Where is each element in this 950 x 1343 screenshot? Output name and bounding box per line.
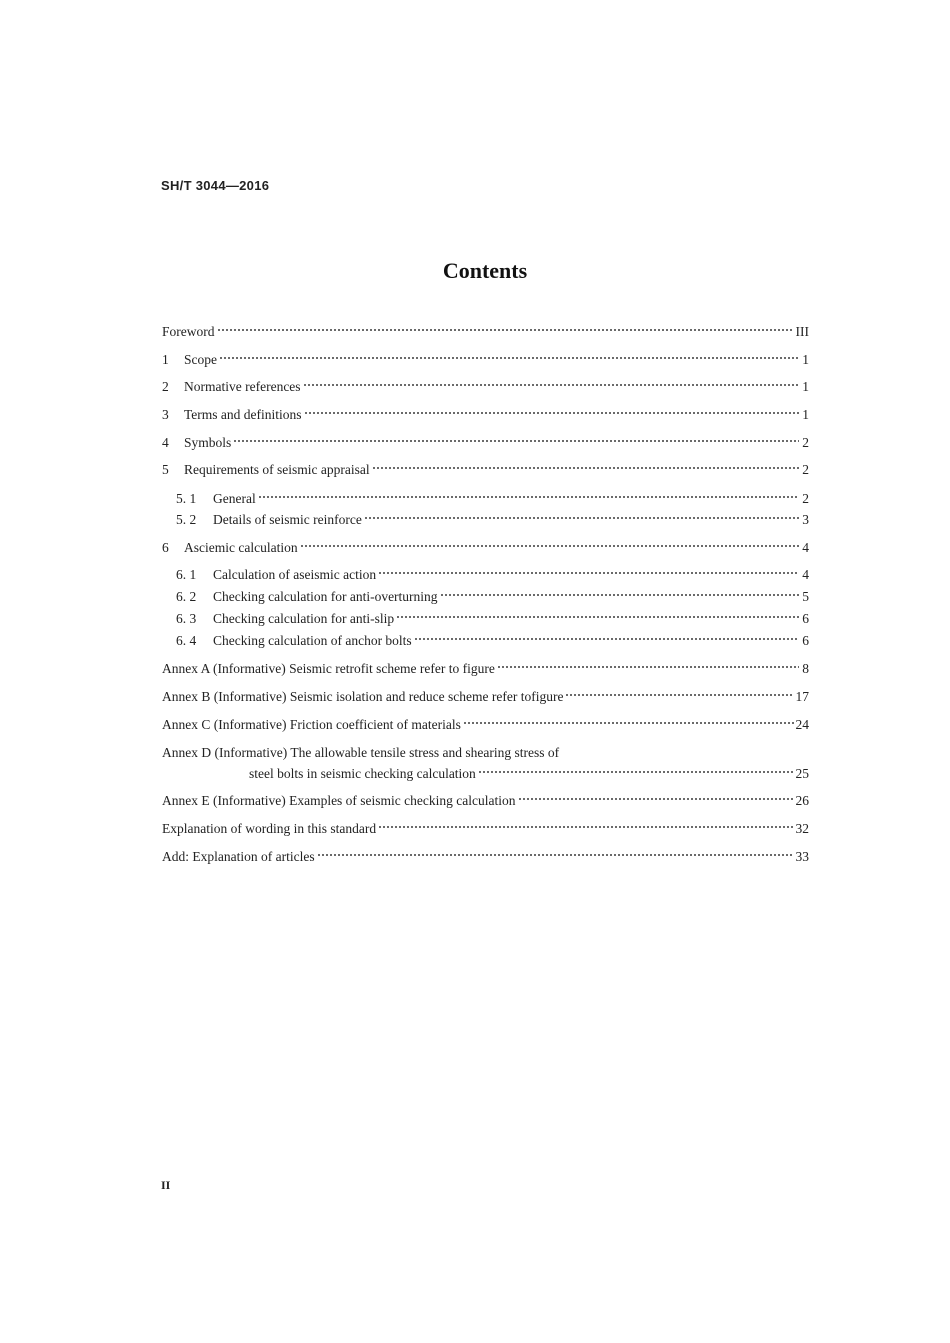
toc-entry-text: Annex C (Informative) Friction coefficient of materials <box>162 717 461 732</box>
toc-entry-explanation-wording[interactable] <box>162 820 809 838</box>
toc-entry-continuation-text: steel bolts in seismic checking calculation <box>249 766 476 781</box>
leader-dots <box>258 494 799 500</box>
toc-entry-page: 25 <box>795 766 809 781</box>
toc-entry-page: 4 <box>802 540 809 555</box>
toc-entry-annex-c[interactable] <box>162 716 809 734</box>
toc-entry-page: 8 <box>802 661 809 676</box>
toc-entry-text: Checking calculation for anti-slip <box>213 611 395 626</box>
toc-entry-text: Annex D (Informative) The allowable tensile stress and shearing stress of <box>162 745 560 760</box>
toc-entry-page: 26 <box>795 793 809 808</box>
toc-entry-page: 32 <box>795 821 809 836</box>
leader-dots <box>219 355 799 361</box>
leader-dots <box>414 636 799 642</box>
leader-dots <box>304 410 799 416</box>
toc-entry-annex-d[interactable] <box>162 744 809 762</box>
toc-entry-page: 6 <box>802 611 809 626</box>
leader-dots <box>317 852 794 858</box>
toc-entry-number: 5. 2 <box>176 512 197 527</box>
toc-entry-number: 1 <box>162 352 169 367</box>
toc-entry-number: 3 <box>162 407 169 422</box>
toc-entry-annex-e[interactable] <box>162 792 809 810</box>
toc-entry-page: 1 <box>802 379 809 394</box>
toc-entry-number: 6 <box>162 540 169 555</box>
toc-entry-anti-overturning[interactable] <box>176 588 809 606</box>
toc-entry-terms-definitions[interactable] <box>162 406 809 424</box>
leader-dots <box>463 720 794 726</box>
toc-entry-text: Normative references <box>184 379 301 394</box>
toc-entry-page: 1 <box>802 407 809 422</box>
toc-entry-text: Checking calculation of anchor bolts <box>213 633 412 648</box>
toc-entry-annex-a[interactable] <box>162 660 809 678</box>
toc-entry-page: 2 <box>802 462 809 477</box>
toc-entry-explanation-articles[interactable] <box>162 848 809 866</box>
toc-entry-number: 5. 1 <box>176 491 197 506</box>
toc-entry-text: Annex E (Informative) Examples of seismic checking calculation <box>162 793 516 808</box>
page-number: II <box>161 1178 171 1192</box>
toc-entry-scope[interactable] <box>162 351 809 369</box>
toc-entry-aseismic-calculation[interactable] <box>162 539 809 557</box>
toc-entry-text: Annex A (Informative) Seismic retrofit scheme refer to figure <box>162 661 495 676</box>
toc-entry-number: 6. 1 <box>176 567 197 582</box>
toc-entry-anchor-bolts[interactable] <box>176 632 809 650</box>
toc-entry-page: 1 <box>802 352 809 367</box>
toc-entry-text: Details of seismic reinforce <box>213 512 362 527</box>
toc-entry-text: Explanation of wording in this standard <box>162 821 377 836</box>
toc-entry-annex-b[interactable] <box>162 688 809 706</box>
leader-dots <box>378 570 799 576</box>
leader-dots <box>364 515 799 521</box>
toc-entry-page: 6 <box>802 633 809 648</box>
toc-entry-page: 4 <box>802 567 809 582</box>
leader-dots <box>233 438 799 444</box>
toc-entry-text: Foreword <box>162 324 215 339</box>
toc-entry-page: 3 <box>802 512 809 527</box>
toc-entry-requirements[interactable] <box>162 461 809 479</box>
toc-entry-page: 17 <box>795 689 809 704</box>
toc-entry-symbols[interactable] <box>162 434 809 452</box>
toc-entry-anti-slip[interactable] <box>176 610 809 628</box>
leader-dots <box>217 327 794 333</box>
toc-entry-text: Scope <box>184 352 217 367</box>
toc-entry-number: 6. 4 <box>176 633 197 648</box>
toc-entry-text: Terms and definitions <box>184 407 302 422</box>
toc-entry-text: General <box>213 491 256 506</box>
toc-entry-page: 24 <box>795 717 809 732</box>
toc-entry-text: Checking calculation for anti-overturning <box>213 589 438 604</box>
toc-entry-number: 6. 2 <box>176 589 197 604</box>
toc-entry-details-seismic-reinforce[interactable] <box>176 511 809 529</box>
toc-entry-page: 2 <box>802 491 809 506</box>
toc-entry-text: Add: Explanation of articles <box>162 849 315 864</box>
leader-dots <box>396 614 799 620</box>
toc-entry-number: 5 <box>162 462 169 477</box>
leader-dots <box>518 796 794 802</box>
leader-dots <box>378 824 793 830</box>
toc-entry-text: Annex B (Informative) Seismic isolation and reduce scheme refer tofigure <box>162 689 564 704</box>
document-code: SH/T 3044—2016 <box>161 178 270 193</box>
leader-dots <box>565 692 793 698</box>
toc-entry-number: 2 <box>162 379 169 394</box>
toc-entry-annex-d-continuation[interactable] <box>249 765 809 783</box>
toc-entry-page: 2 <box>802 435 809 450</box>
toc-entry-page: III <box>795 324 809 339</box>
toc-entry-calculation-aseismic-action[interactable] <box>176 566 809 584</box>
leader-dots <box>303 382 799 388</box>
toc-entry-text: Requirements of seismic appraisal <box>184 462 370 477</box>
toc-entry-foreword[interactable] <box>162 323 809 341</box>
page-title: Contents <box>442 258 528 283</box>
toc-entry-text: Calculation of aseismic action <box>213 567 377 582</box>
leader-dots <box>300 543 799 549</box>
toc-entry-page: 5 <box>802 589 809 604</box>
leader-dots <box>440 592 799 598</box>
toc-entry-text: Symbols <box>184 435 232 450</box>
leader-dots <box>478 769 794 775</box>
toc-entry-page: 33 <box>795 849 809 864</box>
toc-entry-number: 4 <box>162 435 169 450</box>
toc-entry-text: Asciemic calculation <box>184 540 298 555</box>
leader-dots <box>372 465 799 471</box>
toc-entry-number: 6. 3 <box>176 611 197 626</box>
toc-entry-normative-references[interactable] <box>162 378 809 396</box>
leader-dots <box>497 664 799 670</box>
toc-entry-general[interactable] <box>176 490 809 508</box>
